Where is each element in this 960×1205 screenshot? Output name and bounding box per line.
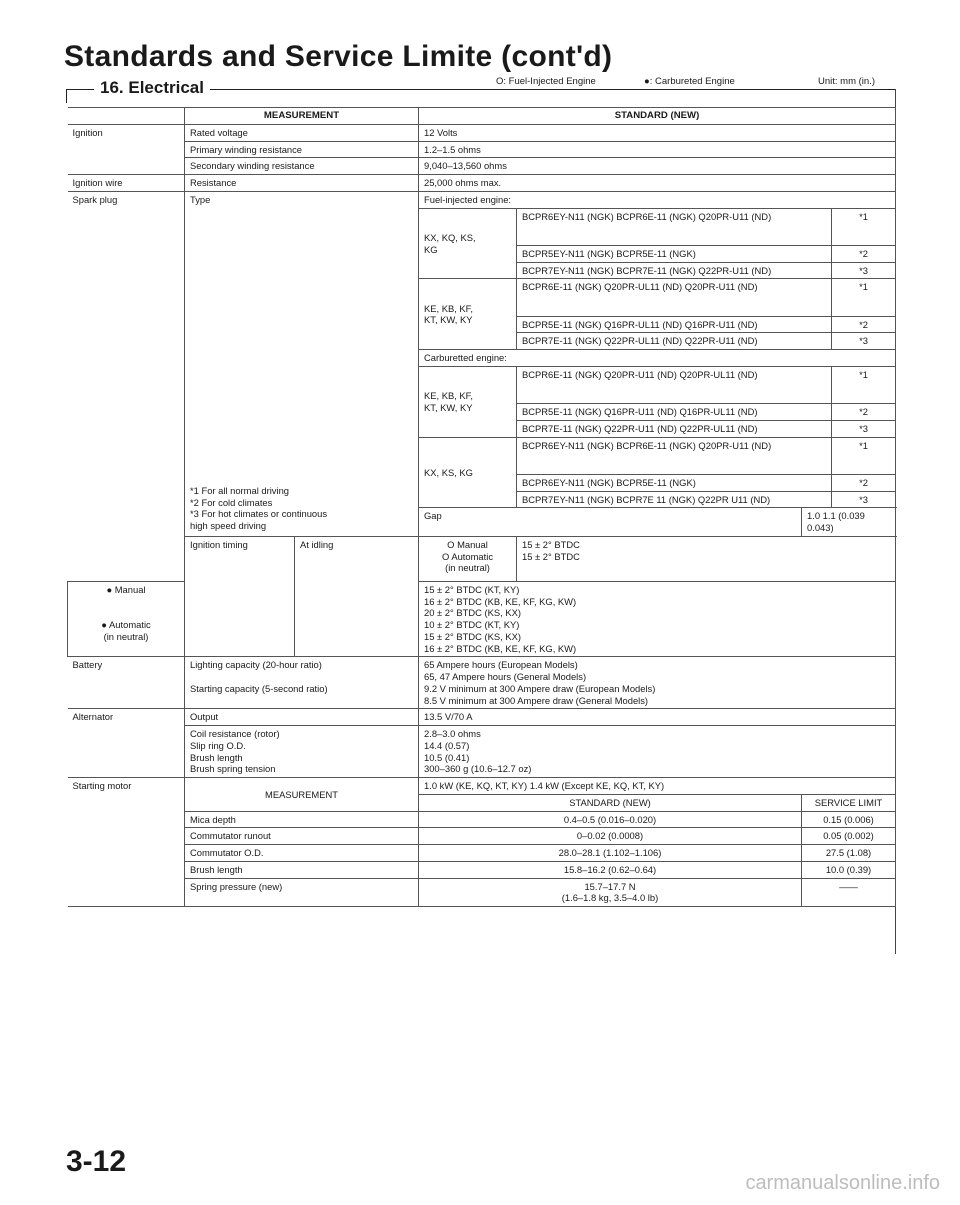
measure-cell: Commutator O.D. xyxy=(185,845,419,862)
watermark: carmanualsonline.info xyxy=(745,1172,940,1194)
spark-type-cell xyxy=(185,191,419,536)
mark-cell: *3 xyxy=(832,420,896,437)
item-spark-plug: Spark plug xyxy=(68,191,185,581)
spec-cell: BCPR7E-11 (NGK) Q22PR-UL11 (ND) Q22PR-U11 (ND) xyxy=(517,333,832,350)
models-cell: KX, KS, KG xyxy=(419,437,517,508)
measure-cell: Gap xyxy=(419,508,802,537)
std-cell: 28.0–28.1 (1.102–1.106) xyxy=(419,845,802,862)
header-measurement: MEASUREMENT xyxy=(185,108,419,125)
value-cell: 1.2–1.5 ohms xyxy=(419,141,896,158)
item-alternator: Alternator xyxy=(68,709,185,778)
mark-cell: *1 xyxy=(832,437,896,474)
value-cell: 1.0 kW (KE, KQ, KT, KY) 1.4 kW (Except KE, KQ, KT, KY) xyxy=(419,778,896,795)
item-ignition-wire: Ignition wire xyxy=(68,175,185,192)
value-cell: 25,000 ohms max. xyxy=(419,175,896,192)
spec-cell: BCPR6E-11 (NGK) Q20PR-U11 (ND) Q20PR-UL11 (ND) xyxy=(517,366,832,403)
table-header-row xyxy=(68,108,896,125)
models-cell: KE, KB, KF, KT, KW, KY xyxy=(419,366,517,437)
table-row xyxy=(68,175,896,192)
section-header xyxy=(66,76,896,98)
std-cell: 0.4–0.5 (0.016–0.020) xyxy=(419,811,802,828)
table-row xyxy=(68,657,896,709)
spec-cell: BCPR7EY-N11 (NGK) BCPR7E-11 (NGK) Q22PR-U11 (ND) xyxy=(517,262,832,279)
mark-cell: *1 xyxy=(832,279,896,316)
value-cell: 9,040–13,560 ohms xyxy=(419,158,896,175)
limit-cell: —— xyxy=(802,878,896,907)
page-title: Standards and Service Limite (cont'd) xyxy=(64,40,613,73)
std-cell: 0–0.02 (0.0008) xyxy=(419,828,802,845)
mark-cell: *3 xyxy=(832,491,896,508)
legend-unit: Unit: mm (in.) xyxy=(814,76,879,87)
measure-cell: Output xyxy=(185,709,419,726)
legend-fuel: O: Fuel-Injected Engine xyxy=(492,76,600,87)
fuel-heading: Fuel-injected engine: xyxy=(419,191,896,208)
value-cell: 2.8–3.0 ohms 14.4 (0.57) 10.5 (0.41) 300–360 g (10.6–12.7 oz) xyxy=(419,726,896,778)
measure-cell: Mica depth xyxy=(185,811,419,828)
header-standard: STANDARD (NEW) xyxy=(419,108,896,125)
spark-notes: *1 For all normal driving *2 For cold climates *3 For hot climates or continuous high speed driving xyxy=(190,484,328,532)
item-ignition: Ignition xyxy=(68,124,185,174)
item-battery: Battery xyxy=(68,657,185,709)
mark-cell: *2 xyxy=(832,404,896,421)
table-row xyxy=(68,878,896,907)
measure-cell: Secondary winding resistance xyxy=(185,158,419,175)
spec-cell: BCPR6E-11 (NGK) Q20PR-UL11 (ND) Q20PR-U11 (ND) xyxy=(517,279,832,316)
mark-cell: *1 xyxy=(832,208,896,245)
mark-cell: *3 xyxy=(832,262,896,279)
limit-cell: 0.15 (0.006) xyxy=(802,811,896,828)
mark-cell: *3 xyxy=(832,333,896,350)
value-cell: 1.0 1.1 (0.039 0.043) xyxy=(802,508,896,537)
table-row xyxy=(68,709,896,726)
spec-cell: BCPR7EY-N11 (NGK) BCPR7E 11 (NGK) Q22PR U11 (ND) xyxy=(517,491,832,508)
spec-cell: BCPR5EY-N11 (NGK) BCPR5E-11 (NGK) xyxy=(517,245,832,262)
starter-std-head: STANDARD (NEW) xyxy=(419,794,802,811)
measure-cell: Resistance xyxy=(185,175,419,192)
table-row xyxy=(68,845,896,862)
spark-type-label: Type xyxy=(190,193,211,205)
value-cell: 65 Ampere hours (European Models) 65, 47 Ampere hours (General Models) 9.2 V minimum at 300 Ampere draw (European Models) 8.5 V minimum at 300 Ampere draw (General Models) xyxy=(419,657,896,709)
section-label: 16. Electrical xyxy=(94,78,210,98)
at-idling-cell: At idling xyxy=(295,536,419,657)
table-row xyxy=(68,141,896,158)
spec-cell: BCPR6EY-N11 (NGK) BCPR6E-11 (NGK) Q20PR-U11 (ND) xyxy=(517,437,832,474)
models-cell: KX, KQ, KS, KG xyxy=(419,208,517,279)
item-ignition-timing: Ignition timing xyxy=(185,536,295,657)
spec-cell: BCPR5E-11 (NGK) Q16PR-U11 (ND) Q16PR-UL11 (ND) xyxy=(517,404,832,421)
std-cell: 15.8–16.2 (0.62–0.64) xyxy=(419,861,802,878)
table-row xyxy=(68,124,896,141)
measure-cell: Spring pressure (new) xyxy=(185,878,419,907)
table-row xyxy=(68,811,896,828)
models-cell: KE, KB, KF, KT, KW, KY xyxy=(419,279,517,350)
value-cell: 15 ± 2° BTDC (KT, KY) 16 ± 2° BTDC (KB, KE, KF, KG, KW) 20 ± 2° BTDC (KS, KX) 10 ± 2° BTDC (KT, KY) 15 ± 2° BTDC (KS, KX) 16 ± 2° BTDC (KB, KE, KF, KG, KW) xyxy=(419,581,896,657)
table-row xyxy=(68,191,896,208)
carb-heading: Carburetted engine: xyxy=(419,350,896,367)
mark-cell: *2 xyxy=(832,316,896,333)
value-cell: 15 ± 2° BTDC 15 ± 2° BTDC xyxy=(517,536,896,581)
table-row xyxy=(68,828,896,845)
limit-cell: 10.0 (0.39) xyxy=(802,861,896,878)
starter-measurement-head: MEASUREMENT xyxy=(185,778,419,812)
spec-cell: BCPR6EY-N11 (NGK) BCPR6E-11 (NGK) Q20PR-U11 (ND) xyxy=(517,208,832,245)
measure-cell: Lighting capacity (20-hour ratio) Starting capacity (5-second ratio) xyxy=(185,657,419,709)
measure-cell: Primary winding resistance xyxy=(185,141,419,158)
table-row xyxy=(68,158,896,175)
mark-cell: *1 xyxy=(832,366,896,403)
starter-limit-head: SERVICE LIMIT xyxy=(802,794,896,811)
std-cell: 15.7–17.7 N (1.6–1.8 kg, 3.5–4.0 lb) xyxy=(419,878,802,907)
spec-cell: BCPR7E-11 (NGK) Q22PR-U11 (ND) Q22PR-UL11 (ND) xyxy=(517,420,832,437)
limit-cell: 27.5 (1.08) xyxy=(802,845,896,862)
measure-cell: Rated voltage xyxy=(185,124,419,141)
mark-cell: *2 xyxy=(832,474,896,491)
measure-cell: Brush length xyxy=(185,861,419,878)
measure-cell: Commutator runout xyxy=(185,828,419,845)
value-cell: 13.5 V/70 A xyxy=(419,709,896,726)
limit-cell: 0.05 (0.002) xyxy=(802,828,896,845)
fuel-trans-cell: O Manual O Automatic (in neutral) xyxy=(419,536,517,581)
legend-carb: ●: Carbureted Engine xyxy=(640,76,739,87)
spec-cell: BCPR6EY-N11 (NGK) BCPR5E-11 (NGK) xyxy=(517,474,832,491)
table-row xyxy=(68,726,896,778)
spec-table xyxy=(67,107,896,907)
item-starting-motor: Starting motor xyxy=(68,778,185,907)
frame-left xyxy=(66,89,67,103)
table-row xyxy=(68,861,896,878)
carb-trans-cell: ● Manual ● Automatic (in neutral) xyxy=(68,581,185,657)
measure-cell: Coil resistance (rotor) Slip ring O.D. Brush length Brush spring tension xyxy=(185,726,419,778)
mark-cell: *2 xyxy=(832,245,896,262)
value-cell: 12 Volts xyxy=(419,124,896,141)
page-number: 3-12 xyxy=(66,1145,127,1178)
spec-cell: BCPR5E-11 (NGK) Q16PR-UL11 (ND) Q16PR-U11 (ND) xyxy=(517,316,832,333)
table-row xyxy=(68,778,896,795)
table-row xyxy=(68,536,896,581)
